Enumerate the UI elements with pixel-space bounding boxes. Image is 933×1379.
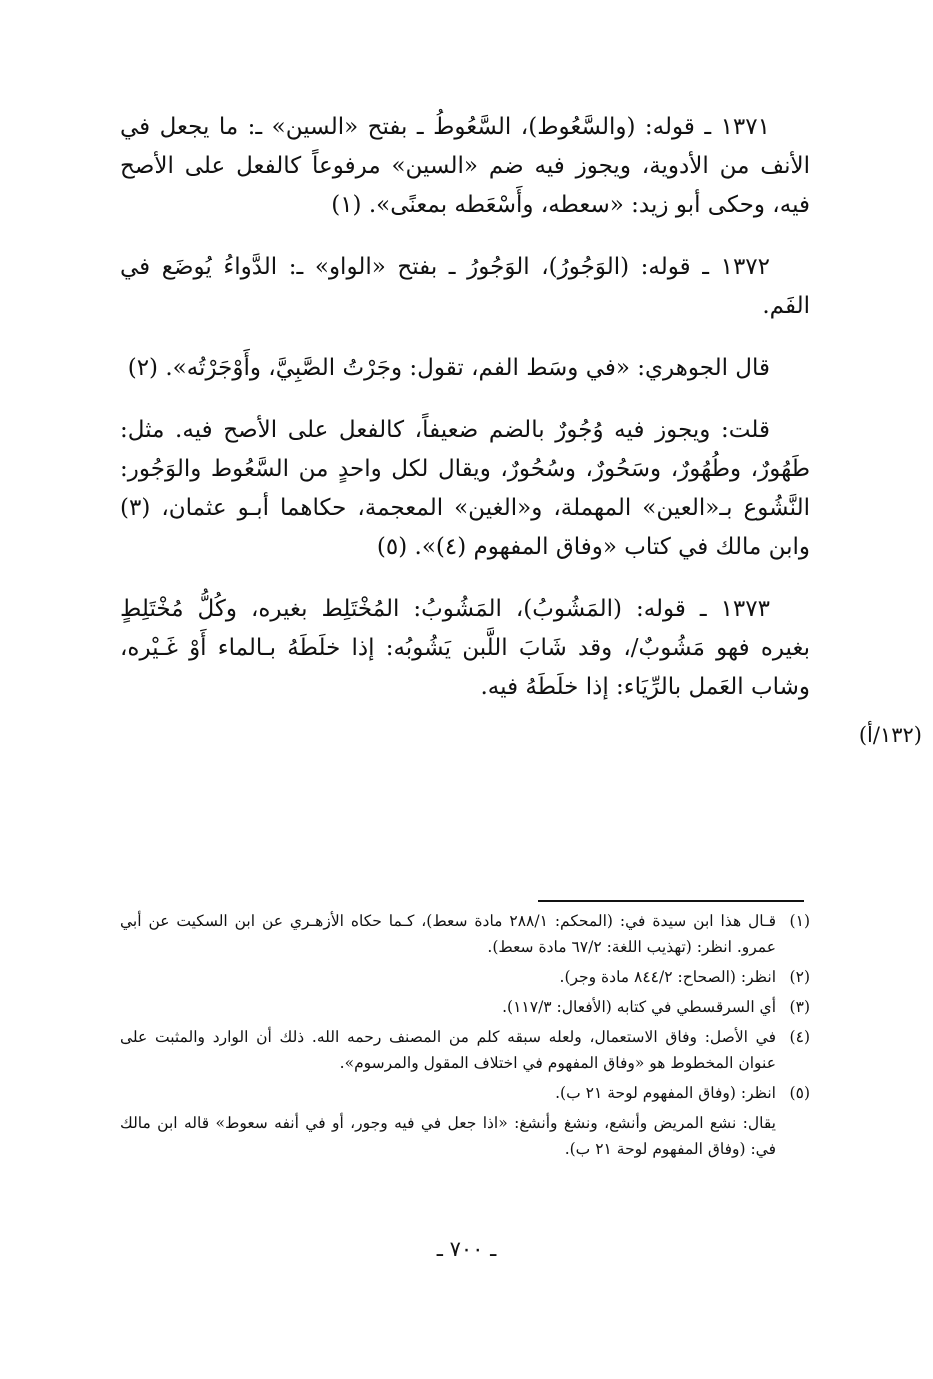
footnote-number: (٥) (789, 1084, 810, 1102)
paragraph-1373: ١٣٧٣ ـ قوله: (المَشُوبُ)، المَشُوبُ: المُخْتَلِط بغيره، وكُلُّ مُخْتَلِطٍ بغيره فهو مَشُوبٌ/، وقد شَابَ اللَّبن يَشُوبُه: إذا خلَطَهُ بـالماء أَوْ غَـيْره، وشاب العَمل بالرِّيَاء: إذا خلَطَهُ فيه. (120, 596, 810, 700)
footnote-number: (٣) (789, 998, 810, 1016)
footnote-2 (120, 964, 810, 990)
footnote-number: (١) (789, 912, 810, 930)
footnote-number: (٤) (789, 1028, 810, 1046)
footnote-1 (120, 908, 810, 960)
footnote-5 (120, 1080, 810, 1106)
footnote-divider (538, 900, 804, 902)
paragraph-1371: ١٣٧١ ـ قوله: (والسَّعُوط)، السَّعُوطُ ـ بفتح «السين» ـ: ما يجعل في الأنف من الأدوية، ويجوز فيه ضم «السين» مرفوعاً كالفعل على الأصح فيه، وحكى أبو زيد: «سعطه، وأَسْعَطه بمعنًى». (١) (120, 114, 810, 218)
footnote-text: قـال هذا ابن سيدة في: (المحكم: ٢٨٨/١ مادة سعط)، كـما حكاه الأزهـري عن ابن السكيت عن أبي عمرو. انظر: (تهذيب اللغة: ٦٧/٢ مادة سعط). (120, 912, 776, 956)
footnote-text: في الأصل: وفاق الاستعمال، ولعله سبقه كلم من المصنف رحمه الله. ذلك أن الوارد والمثبت على عنوان المخطوط هو «وفاق المفهوم في اختلاف المقول والمرسوم». (120, 1028, 776, 1072)
paragraph-jawhari-quote: قال الجوهري: «في وسَط الفم، تقول: وجَرْتُ الصَّبِيَّ، وأَوْجَرْتُه». (٢) (127, 355, 770, 381)
footnote-number: (٢) (789, 968, 810, 986)
footnote-3 (120, 994, 810, 1020)
page-number: ـ ٧٠٠ ـ (436, 1237, 497, 1261)
main-text (120, 108, 810, 730)
footnote-text: أي السرقسطي في كتابه (الأفعال: ١١٧/٣). (502, 998, 776, 1016)
footnotes (120, 908, 810, 1166)
footnote-text: انظر: (وفاق المفهوم لوحة ٢١ ب). (555, 1084, 776, 1102)
paragraph-1372: ١٣٧٢ ـ قوله: (الوَجُورُ)، الوَجُورُ ـ بفتح «الواو» ـ: الدَّواءُ يُوضَع في الفَم. (120, 254, 810, 319)
footnote-5-continuation: يقال: نشع المريض وأنشع، ونشغ وأنشغ: «اذا جعل في فيه وجور، أو في أنفه سعوط» قاله ابن مالك في: (وفاق المفهوم لوحة ٢١ ب). (120, 1114, 776, 1158)
footnote-text: انظر: (الصحاح: ٨٤٤/٢ مادة وجر). (559, 968, 776, 986)
paragraph-author-note: قلت: ويجوز فيه وُجُورٌ بالضم ضعيفاً، كالفعل على الأصح فيه. مثل: طَهُورٌ، وطُهُورٌ، وسَحُورٌ، وسُحُورٌ، ويقال لكل واحدٍ من السَّعُوط والوَجُور: النَّشُوع بـ«العين» المهملة، و«الغين» المعجمة، حكاهما أبـو عثمان، (٣) وابن مالك في كتاب «وفاق المفهوم (٤)». (٥) (120, 417, 810, 560)
footnote-4 (120, 1024, 810, 1076)
manuscript-folio-marker: (١٣٢/أ) (858, 723, 922, 747)
